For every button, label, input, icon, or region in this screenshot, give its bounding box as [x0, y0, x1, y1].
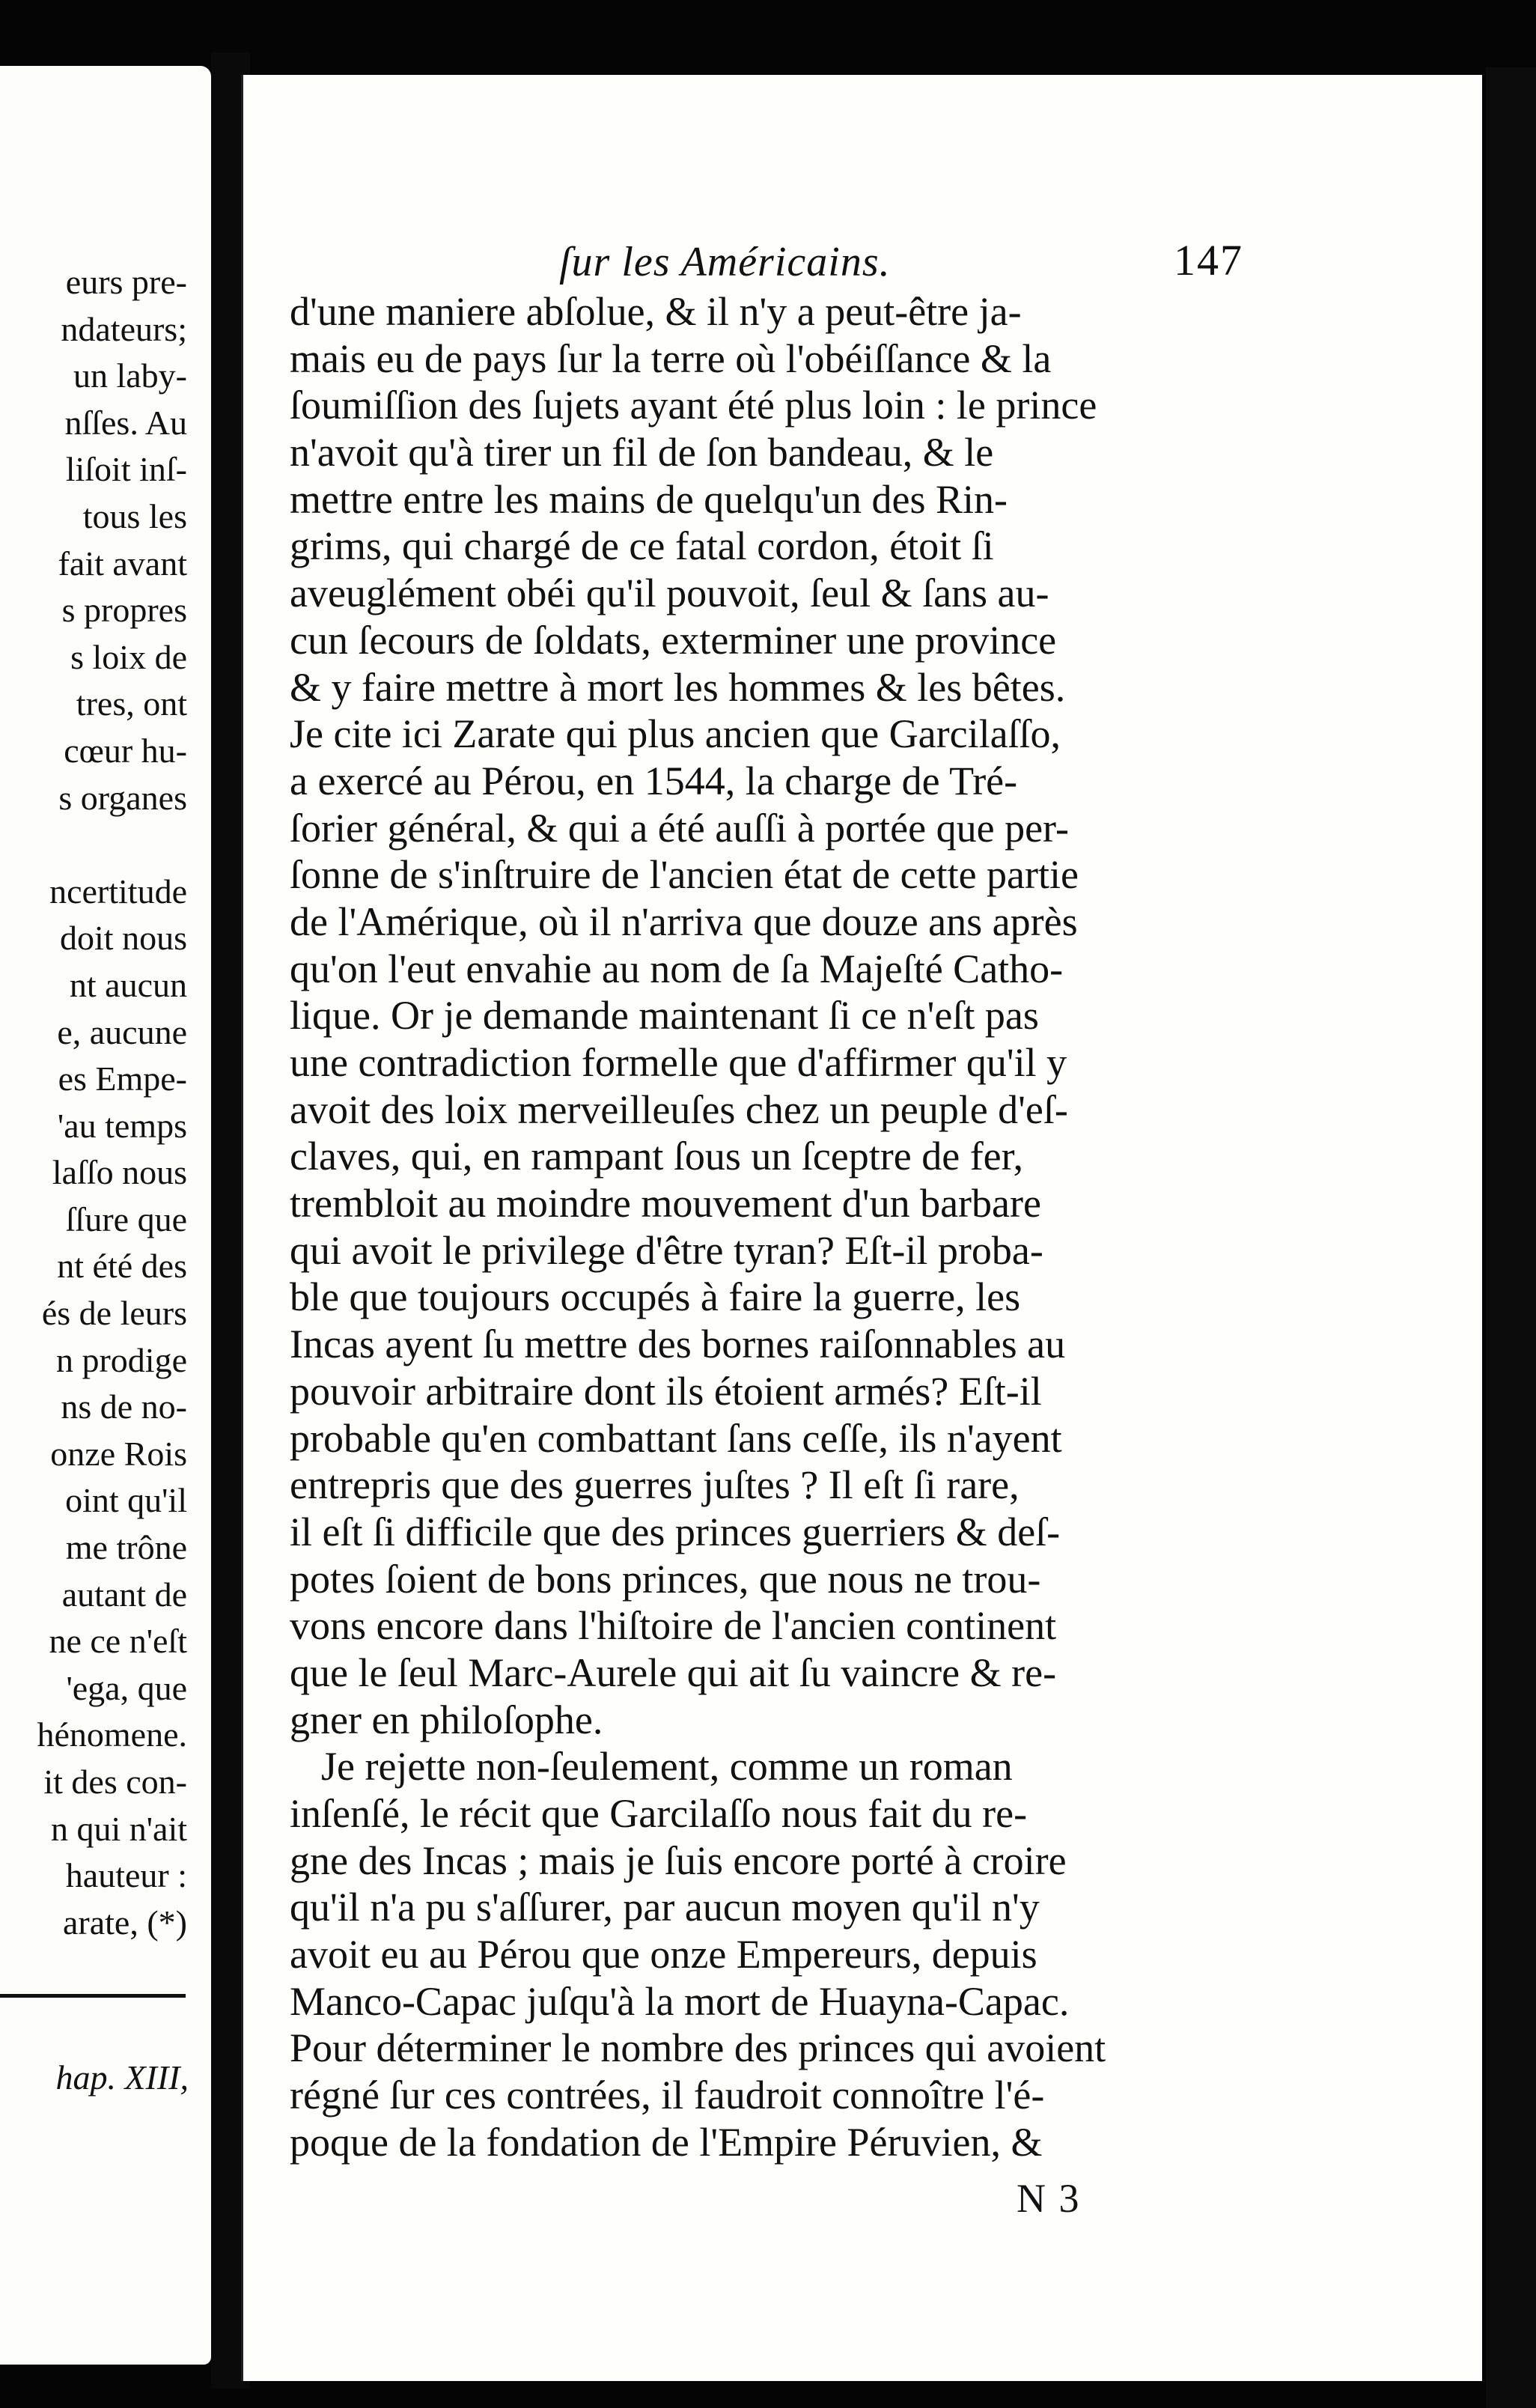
left-text-line: nſſes. Au [64, 403, 187, 442]
text-line: claves, qui, en rampant ſous un ſceptre de fer, [290, 1134, 1023, 1179]
left-text-line: 'au temps [57, 1106, 187, 1145]
body-text [290, 288, 1484, 2166]
left-text-line: hénomene. [37, 1715, 187, 1754]
text-line: n'avoit qu'à tirer un fil de ſon bandeau, & le [290, 430, 994, 475]
text-line: & y faire mettre à mort les hommes & les bêtes. [290, 664, 1066, 710]
text-line: qu'on l'eut envahie au nom de ſa Majeſté Catho- [290, 946, 1064, 991]
text-line: trembloit au moindre mouvement d'un barbare [290, 1181, 1041, 1226]
left-text-line: ne ce n'eſt [49, 1622, 187, 1661]
left-text-line: ndateurs; [61, 309, 187, 348]
left-text-line: hauteur : [65, 1856, 187, 1895]
text-line: régné ſur ces contrées, il faudroit connoître l'é- [290, 2073, 1045, 2118]
text-line: cun ſecours de ſoldats, exterminer une province [290, 617, 1057, 663]
signature-mark: N 3 [1017, 2176, 1081, 2221]
left-text-line: eurs pre- [65, 263, 187, 301]
text-line: mais eu de pays ſur la terre où l'obéiſſance & la [290, 335, 1052, 381]
left-text-line: és de leurs [41, 1294, 187, 1333]
text-line: ſoumiſſion des ſujets ayant été plus loin : le prince [290, 383, 1097, 428]
text-line: avoit des loix merveilleuſes chez un peuple d'eſ- [290, 1086, 1068, 1132]
text-line: mettre entre les mains de quelqu'un des Rin- [290, 476, 1008, 522]
left-facing-page [0, 66, 211, 2365]
text-line: ſonne de s'inſtruire de l'ancien état de cette partie [290, 852, 1079, 898]
text-line: Incas ayent ſu mettre des bornes raiſonnables au [290, 1322, 1066, 1367]
running-head [243, 238, 1482, 291]
main-page [241, 75, 1482, 2381]
paragraph-start-line: Je rejette non-ſeulement, comme un roman [321, 1744, 1013, 1790]
text-line: grims, qui chargé de ce fatal cordon, étoit ſi [290, 523, 994, 569]
left-text-line: me trône [65, 1528, 187, 1567]
left-text-line: fait avant [58, 544, 187, 583]
left-text-line: 'ega, que [66, 1668, 187, 1707]
text-line: ble que toujours occupés à faire la guerre, les [290, 1274, 1021, 1320]
text-line: lique. Or je demande maintenant ſi ce n'eſt pas [290, 993, 1039, 1039]
text-line: il eſt ſi difficile que des princes guerriers & deſ- [290, 1509, 1061, 1554]
left-text-line: s loix de [70, 637, 187, 676]
text-line: qui avoit le privilege d'être tyran? Eſt-il proba- [290, 1227, 1043, 1273]
text-line: une contradiction formelle que d'affirmer qu'il y [290, 1040, 1067, 1085]
left-text-line: onze Rois [50, 1434, 187, 1473]
page-number: 147 [1174, 236, 1243, 285]
left-text-line: e, aucune [57, 1012, 187, 1051]
left-text-line: ns de no- [61, 1387, 187, 1426]
text-line: que le ſeul Marc-Aurele qui ait ſu vaincre & re- [290, 1650, 1057, 1695]
left-text-line: liſoit inſ- [65, 450, 187, 489]
left-text-line: laſſo nous [52, 1153, 187, 1192]
left-text-line [0, 821, 187, 869]
text-line: poque de la fondation de l'Empire Péruvien, & [290, 2119, 1043, 2165]
left-text-line: nt aucun [69, 965, 187, 1004]
left-text-line: tous les [82, 496, 187, 535]
text-line: pouvoir arbitraire dont ils étoient armés? Eſt-il [290, 1368, 1042, 1414]
left-text-line: tres, ont [76, 684, 187, 723]
left-text-line: it des con- [43, 1763, 187, 1801]
footnote-rule [0, 1994, 186, 1998]
text-line: gne des Incas ; mais je ſuis encore porté à croire [290, 1837, 1067, 1883]
left-text-line: arate, (*) [63, 1903, 187, 1942]
left-text-line: ncertitude [49, 872, 187, 910]
left-text-line: cœur hu- [64, 731, 187, 770]
text-line: a exercé au Pérou, en 1544, la charge de Tré- [290, 758, 1018, 803]
left-text-line: doit nous [60, 919, 187, 958]
left-text-line: n qui n'ait [50, 1809, 187, 1848]
text-line: probable qu'en combattant ſans ceſſe, ils n'ayent [290, 1415, 1062, 1461]
running-title: ſur les Américains. [559, 239, 891, 285]
left-text-line: oint qu'il [65, 1481, 187, 1520]
page-edge-shadow [1486, 67, 1536, 2408]
text-line: aveuglément obéi qu'il pouvoit, ſeul & ſans au- [290, 571, 1049, 616]
text-line: Manco-Capac juſqu'à la mort de Huayna-Capac. [290, 1978, 1070, 2024]
text-line: d'une maniere abſolue, & il n'y a peut-être ja- [290, 289, 1022, 334]
left-text-line: autant de [61, 1575, 187, 1614]
text-line: gner en philoſophe. [290, 1697, 603, 1742]
left-footnote: hap. XIII, [55, 2058, 189, 2097]
left-text-line: nt été des [57, 1247, 187, 1286]
text-line: entrepris que des guerres juſtes ? Il eſt ſi rare, [290, 1462, 1020, 1508]
text-line: potes ſoient de bons princes, que nous ne trou- [290, 1556, 1041, 1602]
text-line: inſenſé, le récit que Garcilaſſo nous fait du re- [290, 1791, 1028, 1836]
left-text-line: s organes [58, 778, 187, 817]
text-line: de l'Amérique, où il n'arriva que douze ans après [290, 899, 1078, 944]
text-line: avoit eu au Pérou que onze Empereurs, depuis [290, 1932, 1037, 1977]
left-text-line: es Empe- [58, 1059, 187, 1098]
text-line: Je cite ici Zarate qui plus ancien que Garcilaſſo, [290, 711, 1061, 757]
left-page-text [0, 259, 187, 1946]
text-line: Pour déterminer le nombre des princes qui avoient [290, 2025, 1106, 2071]
left-text-line: s propres [61, 591, 187, 630]
left-text-line: n prodige [55, 1340, 187, 1379]
text-line: ſorier général, & qui a été auſſi à portée que per- [290, 805, 1069, 851]
text-line: qu'il n'a pu s'aſſurer, par aucun moyen qu'il n'y [290, 1885, 1040, 1930]
left-text-line: un laby- [73, 356, 187, 395]
left-text-line: ſſure que [65, 1200, 187, 1238]
text-line: vons encore dans l'hiſtoire de l'ancien continent [290, 1603, 1057, 1649]
